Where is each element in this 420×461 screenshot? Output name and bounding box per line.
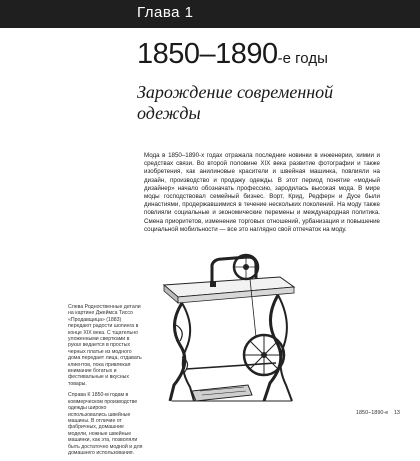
figure-captions: [68, 304, 144, 461]
title-years: 1850–1890: [137, 38, 278, 70]
chapter-label: Глава 1: [137, 4, 194, 21]
page-subtitle: Зарождение современной одежды: [137, 82, 334, 123]
page-number: 13: [393, 410, 400, 416]
caption-right: Справа К 1850-м годам в коммерческом производстве одежды широко использовались швейные машины. В отличие от фабричных, домашние модели, ножные швейные машинки, как эта, позволяли быть достаточно модной и для домашнего использования.: [68, 392, 143, 456]
sewing-machine-illustration: [152, 245, 302, 410]
title-suffix: -е годы: [277, 50, 328, 67]
footer-section: 1850–1890-е: [355, 410, 389, 416]
caption-left: Слева Родноственные детали на картине Джеймса Тиссо «Продавщица» (1883) передают радости шопинга в конце XIX века. С тщательно уложенными свертками в руках ведается в простых черных платье из модного дома передает лица, отдавать клиентов, пока привлекая внимание богатых и фестивальные и вкусных товары.: [68, 304, 142, 387]
page-title: [137, 38, 328, 71]
chapter-header-band: [0, 0, 420, 28]
body-paragraph: Мода в 1850–1890-х годах отражала последние новинки в инженерии, химии и средствах связи. Во второй половине XIX века развитие фотографии и также изобретения, как анилиновые красители и швейная машинка, повлияли на дизайн, производство и продажу одежды. В этот период понятие «модный дизайнер» начало обозначать профессию, зародилась высокая мода. В мире моды господствовал семейный бизнес. Ворт, Крид, Редферн и Дусе были династиями, продержавшимися в течение нескольких поколений. На моду также повлияли социальные и экономические перемены и международная политика. Смена приоритетов, изменение торговых отношений, урбанизация и повышение социальной мобильности — все это наглядно свой отпечаток на моду.: [144, 152, 380, 233]
page-footer: [352, 410, 400, 416]
